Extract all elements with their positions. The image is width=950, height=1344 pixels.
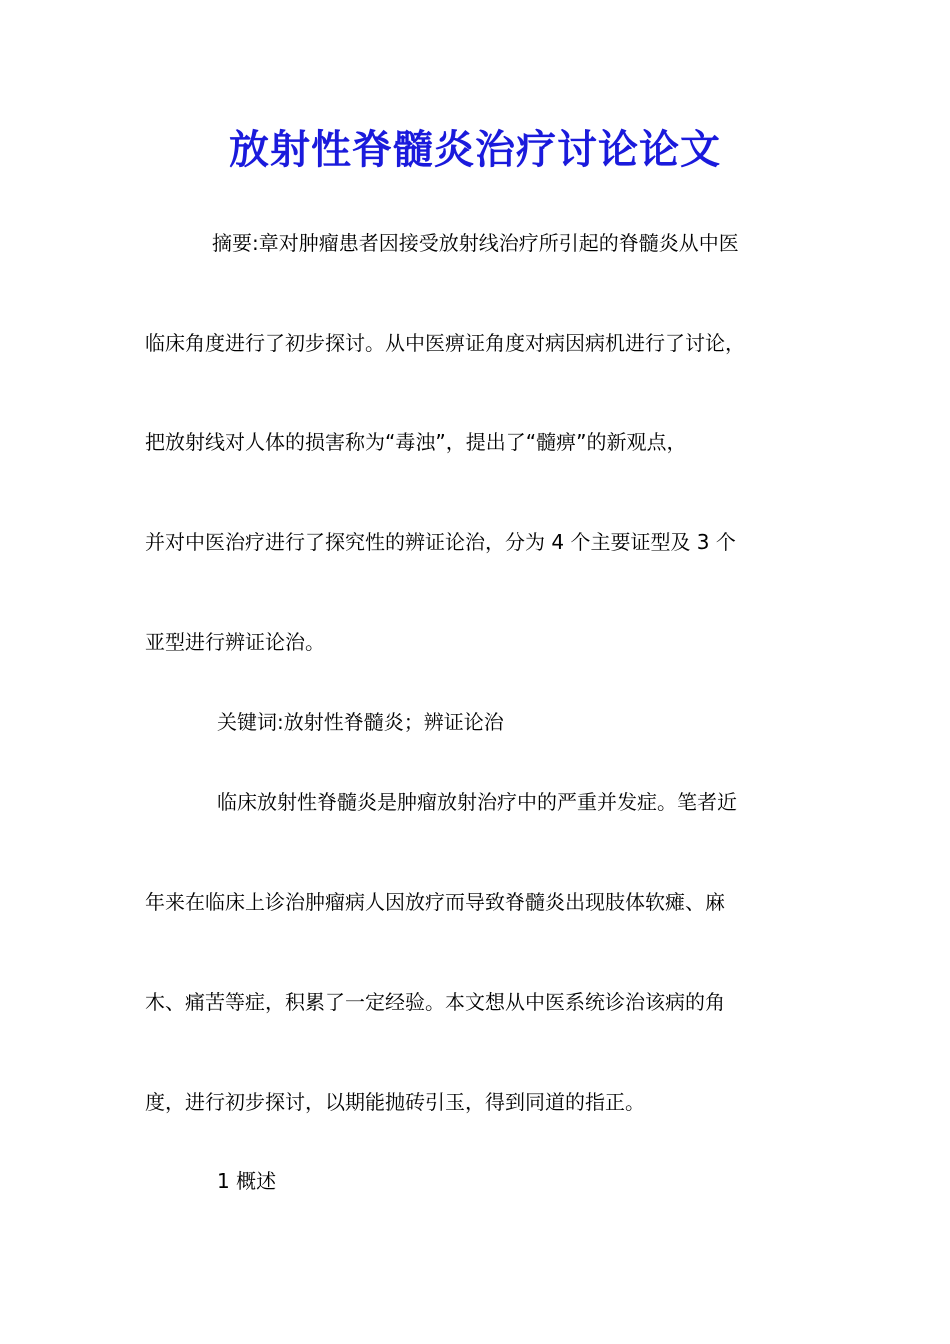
abstract-line: 亚型进行辨证论治。 — [145, 630, 325, 654]
abstract-line: 摘要:章对肿瘤患者因接受放射线治疗所引起的脊髓炎从中医 — [212, 231, 739, 255]
intro-line: 度，进行初步探讨，以期能抛砖引玉，得到同道的指正。 — [145, 1090, 645, 1114]
intro-line: 年来在临床上诊治肿瘤病人因放疗而导致脊髓炎出现肢体软瘫、麻 — [145, 890, 725, 914]
abstract-line: 把放射线对人体的损害称为“毒浊”，提出了“髓痹”的新观点， — [145, 430, 687, 454]
document-title: 放射性脊髓炎治疗讨论论文 — [229, 126, 721, 173]
section-heading: 1 概述 — [217, 1169, 277, 1193]
keywords-line: 关键词:放射性脊髓炎；辨证论治 — [217, 710, 504, 734]
intro-line: 临床放射性脊髓炎是肿瘤放射治疗中的严重并发症。笔者近 — [217, 790, 737, 814]
intro-line: 木、痛苦等症，积累了一定经验。本文想从中医系统诊治该病的角 — [145, 990, 725, 1014]
abstract-line: 并对中医治疗进行了探究性的辨证论治，分为 4 个主要证型及 3 个 — [145, 530, 736, 554]
abstract-line: 临床角度进行了初步探讨。从中医痹证角度对病因病机进行了讨论， — [145, 331, 745, 355]
